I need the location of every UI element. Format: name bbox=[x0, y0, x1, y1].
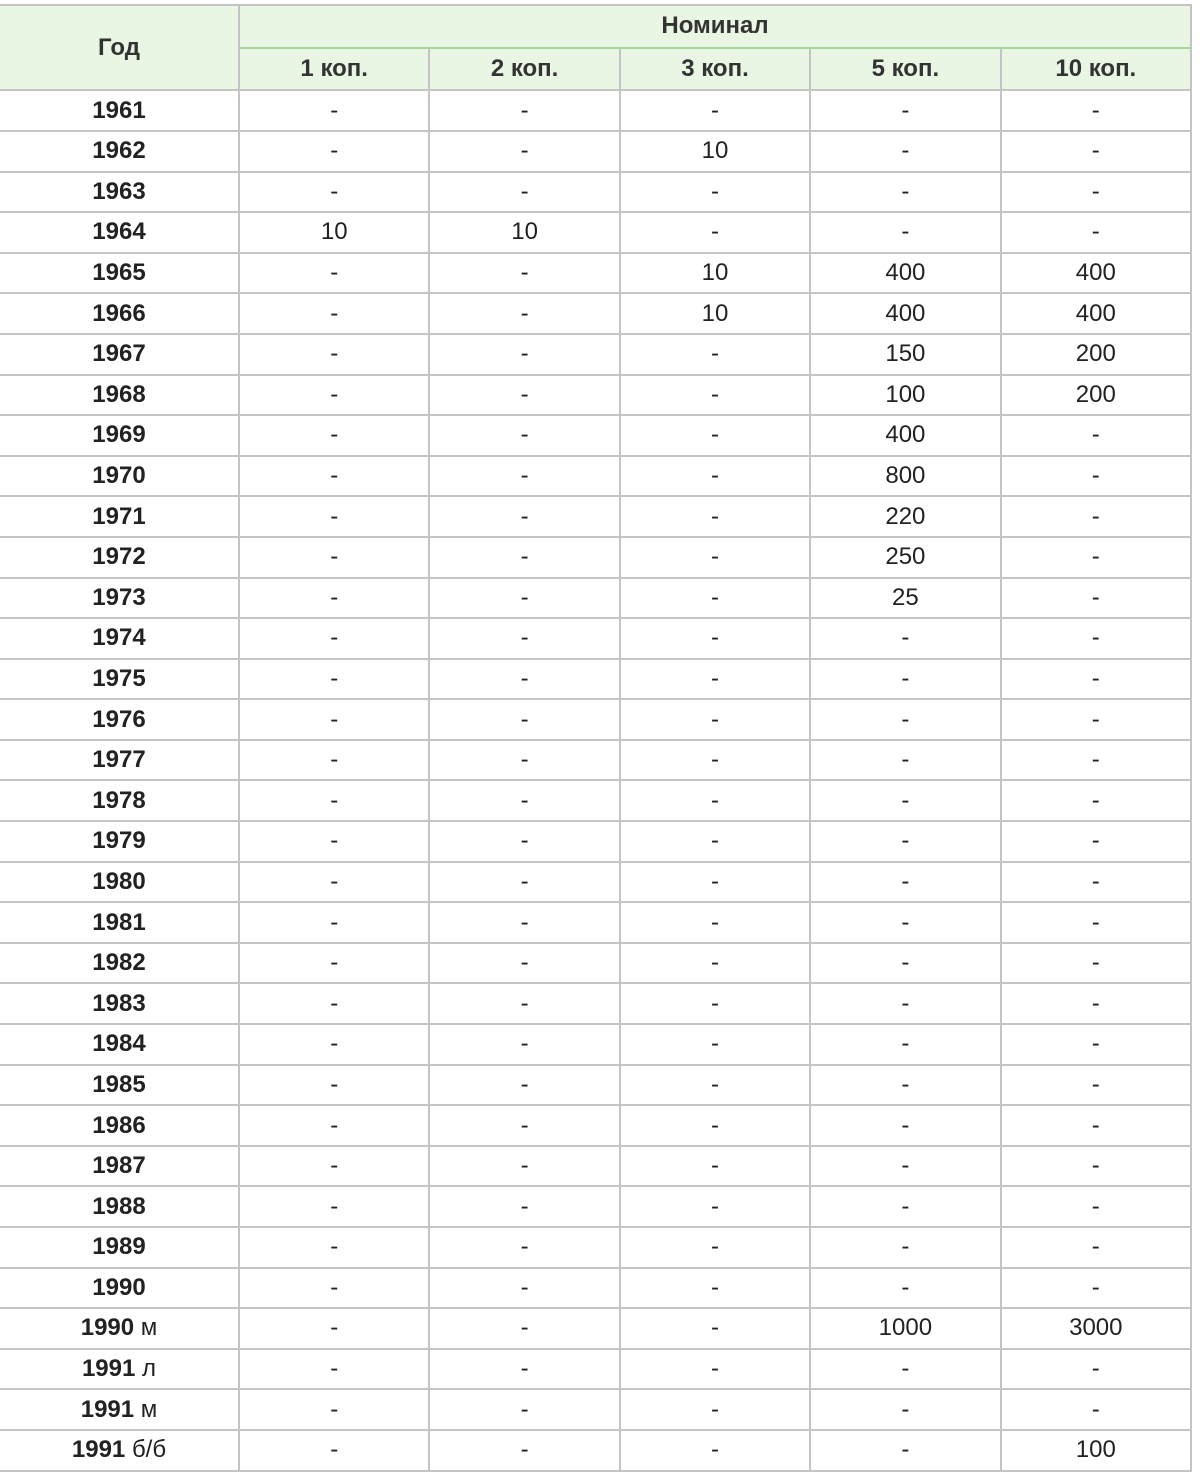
year-cell bbox=[0, 172, 239, 213]
mintage-cell: - bbox=[620, 943, 810, 984]
mintage-cell: 400 bbox=[1001, 293, 1191, 334]
year-cell bbox=[0, 90, 239, 131]
mintage-cell: - bbox=[810, 1349, 1000, 1390]
mintage-cell: - bbox=[239, 1024, 429, 1065]
mintage-cell: - bbox=[620, 1105, 810, 1146]
mintage-cell: - bbox=[239, 659, 429, 700]
mintage-cell: - bbox=[429, 131, 619, 172]
mintage-cell: - bbox=[620, 90, 810, 131]
mintage-cell: - bbox=[1001, 415, 1191, 456]
mintage-cell: 100 bbox=[810, 375, 1000, 416]
mintage-cell: - bbox=[239, 334, 429, 375]
year-cell bbox=[0, 983, 239, 1024]
mintage-cell: - bbox=[620, 1227, 810, 1268]
table-row bbox=[0, 293, 1191, 334]
mintage-cell: - bbox=[810, 1065, 1000, 1106]
mintage-cell: - bbox=[620, 618, 810, 659]
mintage-cell: - bbox=[429, 1308, 619, 1349]
mintage-cell: - bbox=[810, 699, 1000, 740]
mintage-cell: - bbox=[429, 1389, 619, 1430]
table-row bbox=[0, 1105, 1191, 1146]
year-suffix: м bbox=[140, 1395, 158, 1423]
table-row bbox=[0, 578, 1191, 619]
mintage-cell: - bbox=[620, 1308, 810, 1349]
mintage-cell: - bbox=[1001, 1186, 1191, 1227]
year-value: 1977 bbox=[92, 746, 146, 774]
mintage-cell: - bbox=[620, 862, 810, 903]
mintage-cell: - bbox=[239, 780, 429, 821]
mintage-cell: - bbox=[429, 780, 619, 821]
mintage-cell: - bbox=[1001, 1389, 1191, 1430]
year-value: 1961 bbox=[92, 96, 146, 124]
mintage-cell: - bbox=[1001, 1105, 1191, 1146]
year-column-header: Год bbox=[0, 5, 239, 90]
mintage-cell: 220 bbox=[810, 496, 1000, 537]
mintage-cell: - bbox=[239, 415, 429, 456]
year-value: 1970 bbox=[92, 462, 146, 490]
mintage-cell: 1000 bbox=[810, 1308, 1000, 1349]
table-row bbox=[0, 659, 1191, 700]
mintage-cell: - bbox=[239, 1146, 429, 1187]
mintage-cell: - bbox=[810, 902, 1000, 943]
table-row bbox=[0, 212, 1191, 253]
mintage-cell: - bbox=[239, 1105, 429, 1146]
mintage-cell: - bbox=[620, 821, 810, 862]
mintage-cell: - bbox=[1001, 943, 1191, 984]
mintage-cell: - bbox=[239, 1186, 429, 1227]
table-row bbox=[0, 943, 1191, 984]
mintage-cell: - bbox=[620, 659, 810, 700]
mintage-cell: - bbox=[429, 293, 619, 334]
mintage-cell: - bbox=[239, 131, 429, 172]
table-row bbox=[0, 1024, 1191, 1065]
table-row bbox=[0, 1186, 1191, 1227]
mintage-cell: - bbox=[239, 375, 429, 416]
year-cell bbox=[0, 375, 239, 416]
year-value: 1969 bbox=[92, 421, 146, 449]
year-value: 1986 bbox=[92, 1111, 146, 1139]
mintage-cell: 250 bbox=[810, 537, 1000, 578]
mintage-cell: - bbox=[1001, 496, 1191, 537]
denomination-header: 2 коп. bbox=[429, 48, 619, 91]
year-value: 1987 bbox=[92, 1152, 146, 1180]
mintage-cell: - bbox=[239, 983, 429, 1024]
year-value: 1974 bbox=[92, 624, 146, 652]
mintage-cell: - bbox=[620, 740, 810, 781]
mintage-cell: - bbox=[810, 1430, 1000, 1471]
year-cell bbox=[0, 578, 239, 619]
mintage-cell: 400 bbox=[810, 415, 1000, 456]
mintage-cell: - bbox=[1001, 1024, 1191, 1065]
mintage-cell: - bbox=[810, 1146, 1000, 1187]
mintage-cell: - bbox=[810, 983, 1000, 1024]
mintage-cell: 10 bbox=[620, 253, 810, 294]
mintage-cell: - bbox=[620, 496, 810, 537]
mintage-cell: - bbox=[1001, 699, 1191, 740]
year-suffix: б/б bbox=[131, 1436, 167, 1464]
table-body bbox=[0, 90, 1191, 1470]
mintage-cell: - bbox=[239, 172, 429, 213]
table-row bbox=[0, 131, 1191, 172]
mintage-cell: - bbox=[620, 537, 810, 578]
mintage-cell: - bbox=[810, 821, 1000, 862]
denomination-header: 5 коп. bbox=[810, 48, 1000, 91]
table-row bbox=[0, 1227, 1191, 1268]
mintage-cell: - bbox=[810, 1227, 1000, 1268]
mintage-cell: 100 bbox=[1001, 1430, 1191, 1471]
year-cell bbox=[0, 821, 239, 862]
year-value: 1967 bbox=[92, 340, 146, 368]
mintage-cell: - bbox=[1001, 1146, 1191, 1187]
mintage-cell: - bbox=[1001, 902, 1191, 943]
mintage-cell: - bbox=[429, 456, 619, 497]
mintage-cell: - bbox=[239, 456, 429, 497]
mintage-cell: - bbox=[429, 253, 619, 294]
mintage-cell: - bbox=[239, 740, 429, 781]
mintage-cell: - bbox=[239, 578, 429, 619]
mintage-cell: - bbox=[429, 1105, 619, 1146]
mintage-cell: 3000 bbox=[1001, 1308, 1191, 1349]
mintage-cell: - bbox=[620, 699, 810, 740]
mintage-cell: - bbox=[620, 1065, 810, 1106]
year-value: 1962 bbox=[92, 137, 146, 165]
mintage-cell: - bbox=[429, 1349, 619, 1390]
year-value: 1973 bbox=[92, 583, 146, 611]
mintage-cell: - bbox=[429, 1227, 619, 1268]
table-row bbox=[0, 415, 1191, 456]
year-value: 1984 bbox=[92, 1030, 146, 1058]
mintage-cell: - bbox=[429, 496, 619, 537]
mintage-cell: - bbox=[620, 780, 810, 821]
mintage-cell: - bbox=[620, 1389, 810, 1430]
year-cell bbox=[0, 212, 239, 253]
table-row bbox=[0, 740, 1191, 781]
mintage-cell: - bbox=[239, 699, 429, 740]
year-value: 1965 bbox=[92, 259, 146, 287]
mintage-cell: - bbox=[1001, 780, 1191, 821]
denomination-header: 1 коп. bbox=[239, 48, 429, 91]
mintage-cell: - bbox=[429, 821, 619, 862]
mintage-cell: - bbox=[429, 943, 619, 984]
table-row bbox=[0, 1268, 1191, 1309]
mintage-cell: - bbox=[239, 862, 429, 903]
mintage-cell: - bbox=[810, 862, 1000, 903]
mintage-cell: - bbox=[620, 1146, 810, 1187]
mintage-cell: - bbox=[620, 415, 810, 456]
mintage-cell: - bbox=[429, 537, 619, 578]
mintage-cell: 400 bbox=[1001, 253, 1191, 294]
mintage-cell: - bbox=[620, 1430, 810, 1471]
year-cell bbox=[0, 943, 239, 984]
year-value: 1979 bbox=[92, 827, 146, 855]
year-cell bbox=[0, 334, 239, 375]
mintage-cell: - bbox=[620, 375, 810, 416]
year-cell bbox=[0, 902, 239, 943]
year-value: 1971 bbox=[92, 502, 146, 530]
mintage-cell: - bbox=[810, 212, 1000, 253]
header-row-top bbox=[0, 5, 1191, 48]
mintage-cell: - bbox=[429, 334, 619, 375]
year-value: 1972 bbox=[92, 543, 146, 571]
year-cell bbox=[0, 740, 239, 781]
mintage-cell: - bbox=[810, 172, 1000, 213]
mintage-cell: - bbox=[429, 1065, 619, 1106]
mintage-cell: - bbox=[810, 943, 1000, 984]
mintage-cell: - bbox=[429, 983, 619, 1024]
year-value: 1978 bbox=[92, 786, 146, 814]
year-value: 1990 bbox=[92, 1273, 146, 1301]
table-row bbox=[0, 253, 1191, 294]
mintage-cell: - bbox=[239, 537, 429, 578]
year-value: 1980 bbox=[92, 867, 146, 895]
mintage-cell: 10 bbox=[620, 293, 810, 334]
mintage-table bbox=[0, 4, 1192, 1472]
mintage-cell: 200 bbox=[1001, 334, 1191, 375]
mintage-cell: - bbox=[620, 1268, 810, 1309]
table-row bbox=[0, 496, 1191, 537]
mintage-cell: - bbox=[239, 1268, 429, 1309]
mintage-cell: - bbox=[239, 1349, 429, 1390]
mintage-cell: - bbox=[620, 578, 810, 619]
mintage-cell: - bbox=[1001, 1065, 1191, 1106]
year-cell bbox=[0, 415, 239, 456]
year-cell bbox=[0, 1186, 239, 1227]
mintage-cell: - bbox=[810, 659, 1000, 700]
year-value: 1991 bbox=[71, 1436, 126, 1464]
mintage-cell: 800 bbox=[810, 456, 1000, 497]
mintage-cell: - bbox=[1001, 578, 1191, 619]
mintage-cell: - bbox=[239, 902, 429, 943]
mintage-cell: - bbox=[810, 1105, 1000, 1146]
year-cell bbox=[0, 1268, 239, 1309]
mintage-cell: - bbox=[810, 1024, 1000, 1065]
mintage-cell: - bbox=[620, 1186, 810, 1227]
year-value: 1991 bbox=[81, 1355, 136, 1383]
year-cell bbox=[0, 862, 239, 903]
year-cell bbox=[0, 1065, 239, 1106]
year-cell bbox=[0, 131, 239, 172]
mintage-cell: - bbox=[429, 1268, 619, 1309]
denomination-header: 3 коп. bbox=[620, 48, 810, 91]
year-cell bbox=[0, 780, 239, 821]
mintage-cell: - bbox=[1001, 1227, 1191, 1268]
mintage-cell: - bbox=[810, 618, 1000, 659]
year-value: 1985 bbox=[92, 1070, 146, 1098]
mintage-cell: - bbox=[620, 1349, 810, 1390]
mintage-cell: - bbox=[239, 618, 429, 659]
table-row bbox=[0, 1146, 1191, 1187]
mintage-cell: - bbox=[239, 253, 429, 294]
mintage-cell: - bbox=[1001, 1268, 1191, 1309]
year-cell bbox=[0, 1105, 239, 1146]
year-cell bbox=[0, 1389, 239, 1430]
mintage-cell: - bbox=[429, 618, 619, 659]
nominal-group-header: Номинал bbox=[239, 5, 1191, 48]
year-value: 1991 bbox=[80, 1395, 135, 1423]
table-row bbox=[0, 456, 1191, 497]
mintage-cell: - bbox=[239, 821, 429, 862]
mintage-cell: - bbox=[810, 1268, 1000, 1309]
mintage-cell: - bbox=[429, 659, 619, 700]
mintage-cell: 200 bbox=[1001, 375, 1191, 416]
mintage-cell: - bbox=[429, 90, 619, 131]
year-cell bbox=[0, 253, 239, 294]
mintage-cell: - bbox=[810, 131, 1000, 172]
table-row bbox=[0, 862, 1191, 903]
year-value: 1988 bbox=[92, 1192, 146, 1220]
year-cell bbox=[0, 496, 239, 537]
year-suffix: л bbox=[142, 1355, 157, 1383]
mintage-cell: - bbox=[1001, 821, 1191, 862]
year-cell bbox=[0, 293, 239, 334]
year-cell bbox=[0, 1349, 239, 1390]
table-row bbox=[0, 780, 1191, 821]
mintage-cell: - bbox=[429, 1024, 619, 1065]
year-value: 1989 bbox=[92, 1233, 146, 1261]
mintage-cell: - bbox=[429, 699, 619, 740]
year-cell bbox=[0, 1308, 239, 1349]
mintage-cell: - bbox=[620, 902, 810, 943]
year-suffix: м bbox=[140, 1314, 158, 1342]
year-cell bbox=[0, 456, 239, 497]
year-value: 1964 bbox=[92, 218, 146, 246]
mintage-cell: 10 bbox=[620, 131, 810, 172]
year-cell bbox=[0, 618, 239, 659]
year-value: 1983 bbox=[92, 989, 146, 1017]
mintage-cell: - bbox=[1001, 659, 1191, 700]
year-value: 1990 bbox=[80, 1314, 135, 1342]
mintage-cell: - bbox=[239, 496, 429, 537]
table-row bbox=[0, 618, 1191, 659]
year-cell bbox=[0, 659, 239, 700]
mintage-cell: - bbox=[1001, 212, 1191, 253]
table-header bbox=[0, 5, 1191, 90]
mintage-cell: - bbox=[620, 1024, 810, 1065]
table-row bbox=[0, 902, 1191, 943]
mintage-cell: - bbox=[620, 983, 810, 1024]
mintage-cell: - bbox=[1001, 90, 1191, 131]
mintage-cell: - bbox=[239, 293, 429, 334]
mintage-cell: - bbox=[429, 1146, 619, 1187]
mintage-cell: - bbox=[239, 1430, 429, 1471]
mintage-cell: - bbox=[429, 1430, 619, 1471]
mintage-cell: - bbox=[429, 415, 619, 456]
mintage-cell: - bbox=[810, 1186, 1000, 1227]
mintage-cell: - bbox=[239, 1308, 429, 1349]
mintage-cell: 400 bbox=[810, 293, 1000, 334]
year-cell bbox=[0, 1024, 239, 1065]
table-row bbox=[0, 172, 1191, 213]
mintage-cell: - bbox=[1001, 862, 1191, 903]
mintage-cell: 10 bbox=[239, 212, 429, 253]
mintage-cell: - bbox=[239, 1389, 429, 1430]
mintage-cell: 150 bbox=[810, 334, 1000, 375]
table-row bbox=[0, 1065, 1191, 1106]
year-value: 1966 bbox=[92, 299, 146, 327]
mintage-cell: - bbox=[1001, 172, 1191, 213]
mintage-cell: - bbox=[239, 943, 429, 984]
year-cell bbox=[0, 1430, 239, 1471]
table-row bbox=[0, 90, 1191, 131]
table-row bbox=[0, 1349, 1191, 1390]
year-value: 1981 bbox=[92, 908, 146, 936]
mintage-cell: - bbox=[810, 90, 1000, 131]
mintage-cell: - bbox=[620, 456, 810, 497]
mintage-cell: - bbox=[620, 334, 810, 375]
mintage-cell: - bbox=[1001, 618, 1191, 659]
mintage-cell: - bbox=[620, 172, 810, 213]
year-value: 1976 bbox=[92, 705, 146, 733]
table-row bbox=[0, 1308, 1191, 1349]
table-row bbox=[0, 375, 1191, 416]
mintage-cell: - bbox=[810, 780, 1000, 821]
mintage-cell: - bbox=[1001, 537, 1191, 578]
mintage-cell: - bbox=[429, 862, 619, 903]
mintage-cell: - bbox=[429, 375, 619, 416]
table-row bbox=[0, 1389, 1191, 1430]
mintage-cell: 400 bbox=[810, 253, 1000, 294]
denomination-header: 10 коп. bbox=[1001, 48, 1191, 91]
year-cell bbox=[0, 1146, 239, 1187]
year-value: 1963 bbox=[92, 177, 146, 205]
mintage-cell: - bbox=[810, 1389, 1000, 1430]
mintage-cell: - bbox=[239, 90, 429, 131]
mintage-cell: - bbox=[1001, 983, 1191, 1024]
mintage-cell: 25 bbox=[810, 578, 1000, 619]
mintage-cell: - bbox=[1001, 740, 1191, 781]
mintage-cell: - bbox=[429, 172, 619, 213]
table-row bbox=[0, 537, 1191, 578]
table-row bbox=[0, 983, 1191, 1024]
mintage-cell: - bbox=[1001, 1349, 1191, 1390]
year-cell bbox=[0, 1227, 239, 1268]
year-cell bbox=[0, 699, 239, 740]
mintage-cell: - bbox=[429, 1186, 619, 1227]
table-row bbox=[0, 334, 1191, 375]
table-row bbox=[0, 699, 1191, 740]
year-value: 1968 bbox=[92, 380, 146, 408]
year-value: 1982 bbox=[92, 949, 146, 977]
table-row bbox=[0, 1430, 1191, 1471]
mintage-cell: 10 bbox=[429, 212, 619, 253]
mintage-cell: - bbox=[239, 1065, 429, 1106]
table-row bbox=[0, 821, 1191, 862]
mintage-cell: - bbox=[1001, 131, 1191, 172]
mintage-cell: - bbox=[429, 740, 619, 781]
mintage-cell: - bbox=[1001, 456, 1191, 497]
mintage-cell: - bbox=[429, 578, 619, 619]
mintage-cell: - bbox=[620, 212, 810, 253]
mintage-cell: - bbox=[429, 902, 619, 943]
year-value: 1975 bbox=[92, 664, 146, 692]
mintage-cell: - bbox=[239, 1227, 429, 1268]
mintage-cell: - bbox=[810, 740, 1000, 781]
year-cell bbox=[0, 537, 239, 578]
